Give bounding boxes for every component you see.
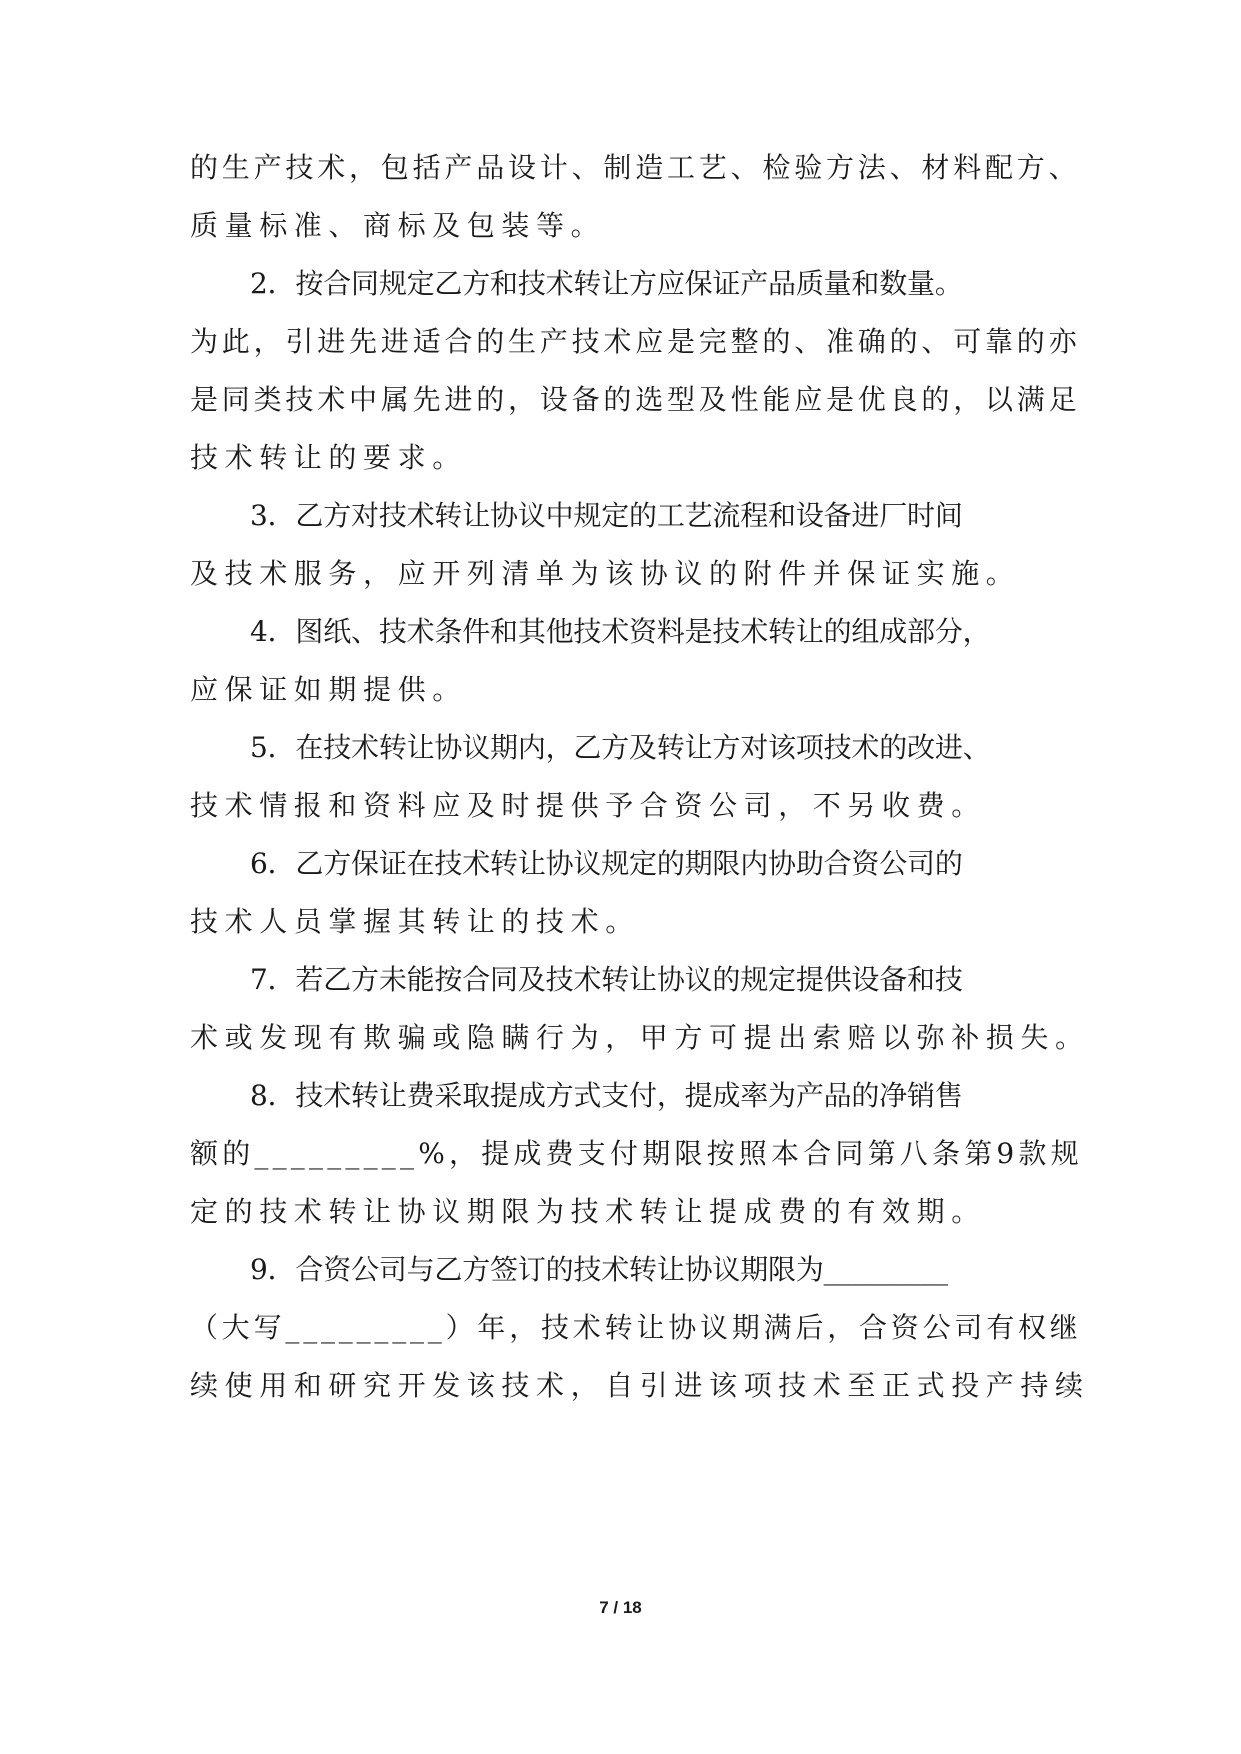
paragraph-6-start: 6．乙方保证在技术转让协议规定的期限内协助合资公司的 [250, 847, 963, 880]
paragraph-7-start: 7．若乙方未能按合同及技术转让协议的规定提供设备和技 [250, 963, 963, 996]
text-line: 技术情报和资料应及时提供予合资公司，不另收费。 [190, 789, 986, 822]
text-line: 定的技术转让协议期限为技术转让提成费的有效期。 [190, 1195, 986, 1228]
text-line: 技术人员掌握其转让的技术。 [190, 905, 640, 938]
paragraph-8-start: 8．技术转让费采取提成方式支付，提成率为产品的净销售 [250, 1079, 963, 1112]
page-number: 7 / 18 [599, 1598, 642, 1617]
text-line: 的生产技术，包括产品设计、制造工艺、检验方法、材料配方、 [190, 151, 1081, 184]
paragraph-3-start: 3．乙方对技术转让协议中规定的工艺流程和设备进厂时间 [250, 499, 963, 532]
paragraph-9-start: 9．合资公司与乙方签订的技术转让协议期限为_________ [250, 1253, 948, 1286]
text-line: 额的_________%，提成费支付期限按照本合同第八条第9款规 [190, 1137, 1083, 1170]
text-line: 是同类技术中属先进的，设备的选型及性能应是优良的，以满足 [190, 383, 1081, 416]
text-line: 及技术服务，应开列清单为该协议的附件并保证实施。 [190, 557, 1021, 590]
text-line: 技术转让的要求。 [190, 441, 467, 474]
paragraph-5-start: 5．在技术转让协议期内，乙方及转让方对该项技术的改进、 [250, 731, 991, 764]
paragraph-4-start: 4．图纸、技术条件和其他技术资料是技术转让的组成部分， [250, 615, 991, 648]
text-line: （大写_________）年，技术转让协议期满后，合资公司有权继 [190, 1311, 1082, 1344]
text-line: 质量标准、商标及包装等。 [190, 209, 606, 242]
text-line: 应保证如期提供。 [190, 673, 467, 706]
text-line: 术或发现有欺骗或隐瞒行为，甲方可提出索赔以弥补损失。 [190, 1021, 1090, 1054]
text-line: 续使用和研究开发该技术，自引进该项技术至正式投产持续 [190, 1369, 1090, 1402]
text-line: 为此，引进先进适合的生产技术应是完整的、准确的、可靠的亦 [190, 325, 1081, 358]
paragraph-2-start: 2．按合同规定乙方和技术转让方应保证产品质量和数量。 [250, 267, 963, 300]
